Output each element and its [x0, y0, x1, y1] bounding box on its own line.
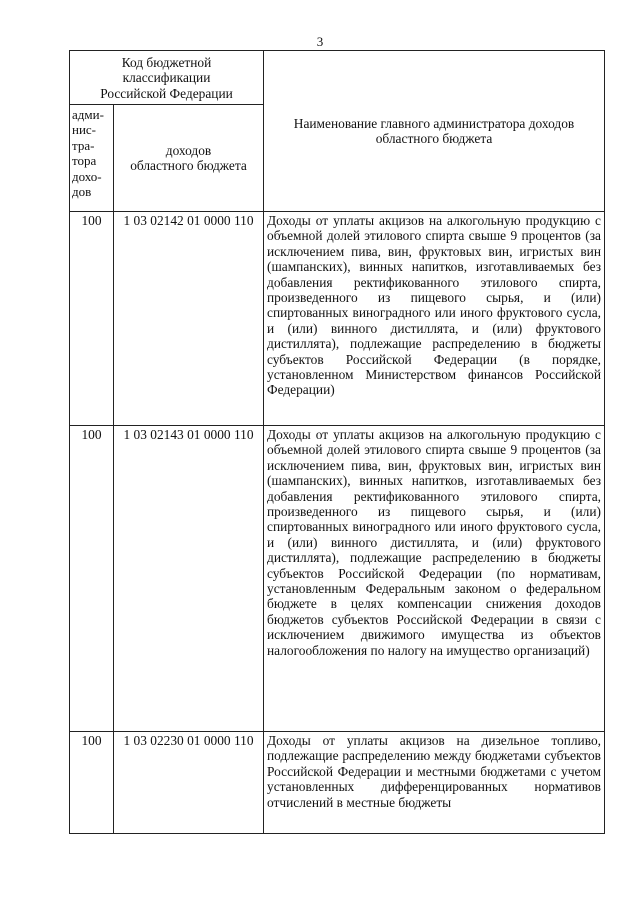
budget-classification-table	[69, 50, 605, 834]
header-income-code: доходов областного бюджета	[114, 105, 264, 212]
admin-code-cell: 100	[70, 732, 114, 834]
page-number: 3	[316, 34, 324, 49]
income-name-cell: Доходы от уплаты акцизов на дизельное топливо, подлежащие распределению между бюджетами субъектов Российской Федерации и местными бюджетами с учетом установленных дифференцированных нормативов отчислений в местные бюджеты	[264, 732, 605, 834]
income-code-cell: 1 03 02230 01 0000 110	[114, 732, 264, 834]
admin-code-cell: 100	[70, 212, 114, 426]
header-administrator-code: адми- нис- тра- тора дохо- дов	[70, 105, 114, 212]
header-row-top	[70, 51, 605, 105]
income-name-cell: Доходы от уплаты акцизов на алкогольную продукцию с объемной долей этилового спирта свыше 9 процентов (за исключением пива, вин, фруктовых вин, игристых вин (шампанских), винных напитков, изготавливаемых без добавления ректификованного этилового спирта, произведенного из пищевого сырья, и (или) спиртованных виноградного или иного фруктового сусла, и (или) винного дистиллята, и (или) фруктового дистиллята), подлежащие распределению в бюджеты субъектов Российской Федерации (в порядке, установленном Министерством финансов Российской Федерации)	[264, 212, 605, 426]
income-name-cell: Доходы от уплаты акцизов на алкогольную продукцию с объемной долей этилового спирта свыше 9 процентов (за исключением пива, вин, фруктовых вин, игристых вин (шампанских), винных напитков, изготавливаемых без добавления ректификованного этилового спирта, произведенного из пищевого сырья, и (или) спиртованных виноградного или иного фруктового сусла, и (или) винного дистиллята, и (или) фруктового дистиллята), подлежащие распределению в бюджеты субъектов Российской Федерации (по нормативам, установленным Федеральным законом о федеральном бюджете в целях компенсации снижения доходов бюджетов субъектов Российской Федерации в связи с исключением движимого имущества из объектов налогообложения по налогу на имущество организаций)	[264, 426, 605, 732]
header-administrator-name: Наименование главного администратора доходов областного бюджета	[264, 51, 605, 212]
income-code-cell: 1 03 02142 01 0000 110	[114, 212, 264, 426]
table-row	[70, 212, 605, 426]
table-row	[70, 732, 605, 834]
table-row	[70, 426, 605, 732]
admin-code-cell: 100	[70, 426, 114, 732]
income-code-cell: 1 03 02143 01 0000 110	[114, 426, 264, 732]
header-budget-classification-code: Код бюджетной классификации Российской Федерации	[70, 51, 264, 105]
